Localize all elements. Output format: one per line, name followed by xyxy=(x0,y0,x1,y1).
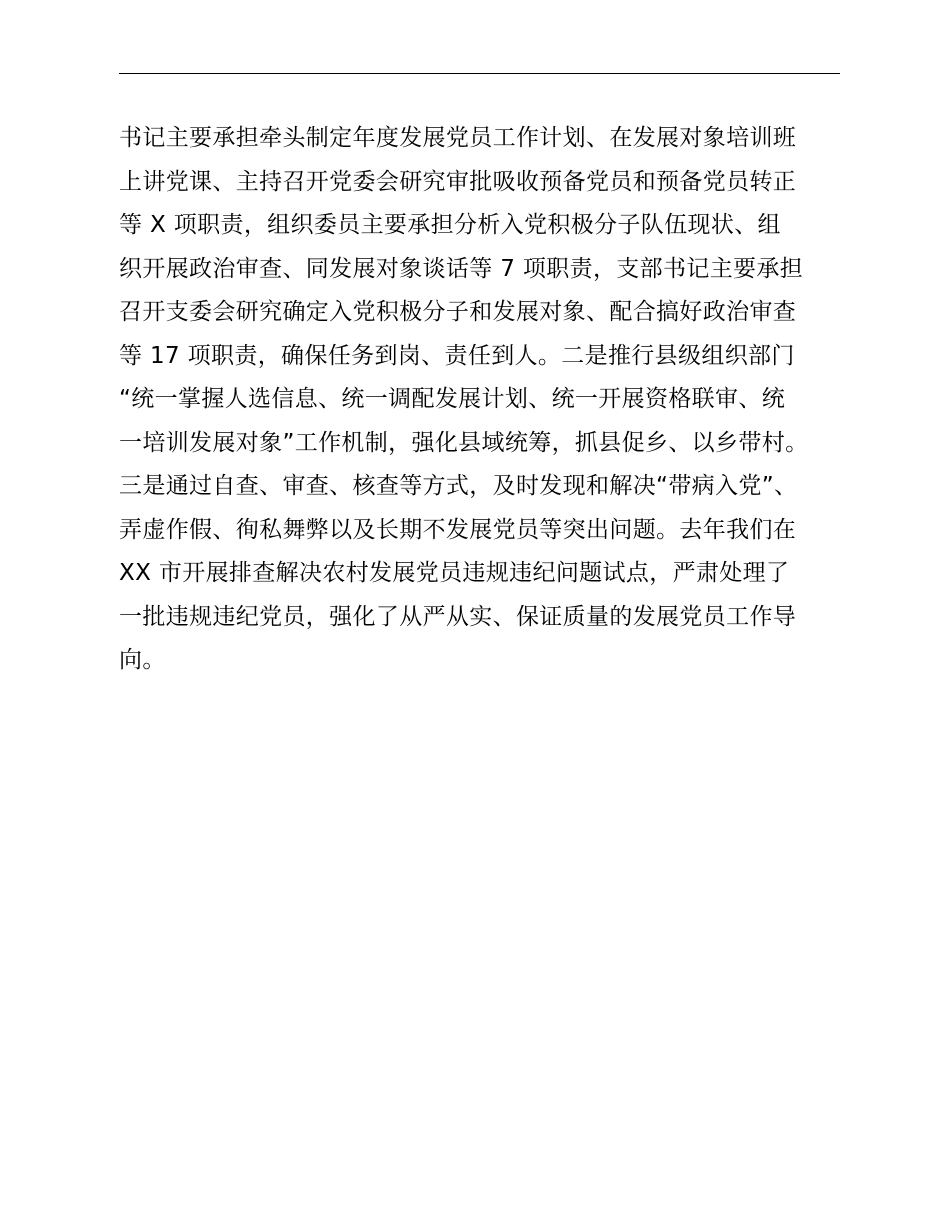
text-line: “统一掌握人选信息、统一调配发展计划、统一开展资格联审、统 xyxy=(119,386,786,412)
header-divider xyxy=(119,73,840,74)
text-line: 书记主要承担牵头制定年度发展党员工作计划、在发展对象培训班 xyxy=(119,125,797,151)
text-line: 三是通过自查、审查、核查等方式，及时发现和解决“带病入党”、 xyxy=(119,473,798,499)
text-line: 一培训发展对象”工作机制，强化县域统筹，抓县促乡、以乡带村。 xyxy=(119,429,809,456)
text-line: 一批违规违纪党员，强化了从严从实、保证质量的发展党员工作导 xyxy=(119,603,797,630)
text-line: XX 市开展排查解决农村发展党员违规违纪问题试点，严肃处理了 xyxy=(119,560,790,586)
text-line: 等 17 项职责，确保任务到岗、责任到人。二是推行县级组织部门 xyxy=(119,342,795,369)
text-line: 织开展政治审查、同发展对象谈话等 7 项职责，支部书记主要承担 xyxy=(119,255,804,282)
text-line: 上讲党课、主持召开党委会研究审批吸收预备党员和预备党员转正 xyxy=(119,168,797,195)
text-line: 弄虚作假、徇私舞弊以及长期不发展党员等突出问题。去年我们在 xyxy=(119,516,797,543)
body-paragraph xyxy=(119,117,879,683)
text-line: 召开支委会研究确定入党积极分子和发展对象、配合搞好政治审查 xyxy=(119,299,797,325)
text-line: 向。 xyxy=(119,647,166,673)
text-line: 等 X 项职责，组织委员主要承担分析入党积极分子队伍现状、组 xyxy=(119,212,781,238)
